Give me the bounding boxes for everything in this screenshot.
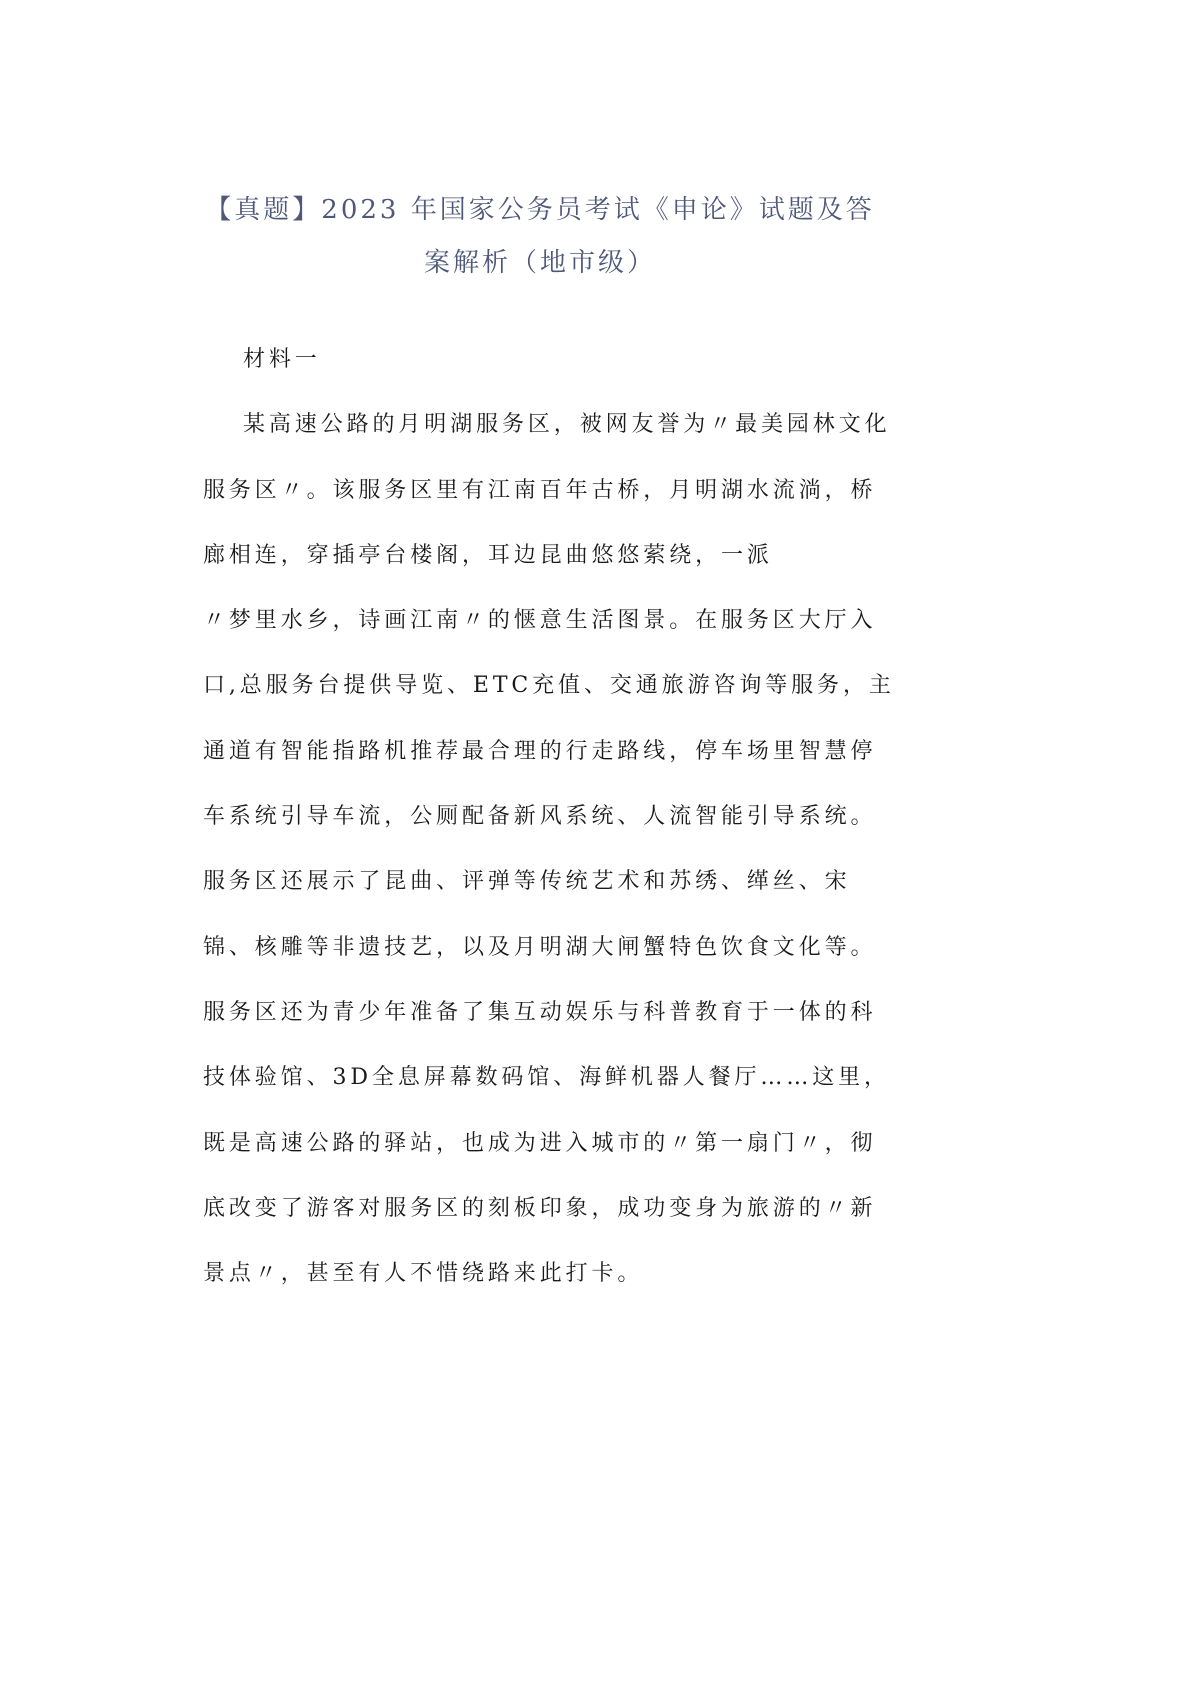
paragraph-line: 某高速公路的月明湖服务区，被网友誉为〃最美园林文化	[243, 412, 891, 438]
section-heading: 材料一	[243, 347, 321, 372]
paragraph-line: 通道有智能指路机推荐最合理的行走路线，停车场里智慧停	[203, 738, 877, 764]
title-line-1: 【真题】2023 年国家公务员考试《申论》试题及答	[205, 195, 875, 225]
paragraph-line: 〃梦里水乡，诗画江南〃的惬意生活图景。在服务区大厅入	[203, 608, 877, 634]
paragraph-line: 技体验馆、3D全息屏幕数码馆、海鲜机器人餐厅……这里，	[203, 1065, 890, 1091]
document-title	[180, 184, 900, 290]
paragraph-line: 底改变了游客对服务区的刻板印象，成功变身为旅游的〃新	[203, 1195, 877, 1221]
paragraph-line: 服务区还展示了昆曲、评弹等传统艺术和苏绣、缂丝、宋	[203, 869, 851, 895]
document-body	[203, 327, 923, 1306]
paragraph-line: 口,总服务台提供导览、ETC充值、交通旅游咨询等服务，主	[203, 673, 895, 699]
paragraph-line: 既是高速公路的驿站，也成为进入城市的〃第一扇门〃，彻	[203, 1130, 877, 1156]
paragraph-line: 景点〃，甚至有人不惜绕路来此打卡。	[203, 1261, 644, 1287]
paragraph-line: 服务区还为青少年准备了集互动娱乐与科普教育于一体的科	[203, 999, 877, 1025]
title-line-2: 案解析（地市级）	[423, 248, 656, 278]
paragraph-line: 廊相连，穿插亭台楼阁，耳边昆曲悠悠萦绕，一派	[203, 542, 773, 568]
paragraph-line: 车系统引导车流，公厕配备新风系统、人流智能引导系统。	[203, 804, 877, 830]
paragraph-line: 锦、核雕等非遗技艺，以及月明湖大闸蟹特色饮食文化等。	[203, 934, 877, 960]
paragraph-line: 服务区〃。该服务区里有江南百年古桥，月明湖水流淌，桥	[203, 477, 877, 503]
